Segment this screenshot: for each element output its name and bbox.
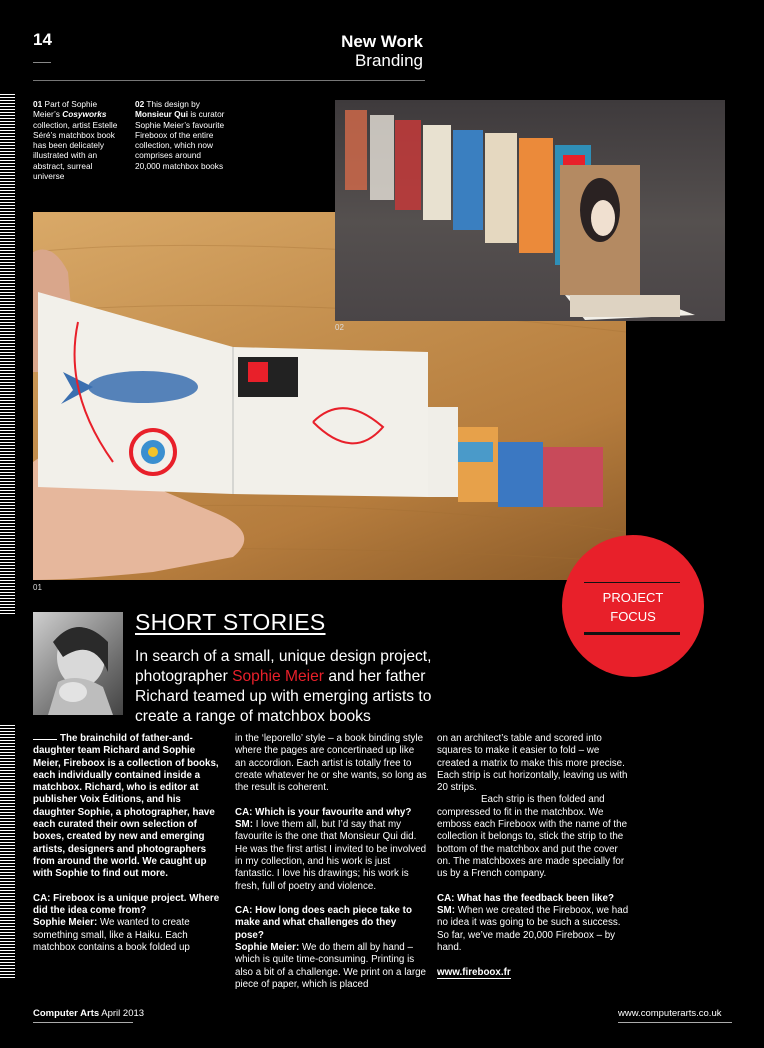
matchbox-books-row	[335, 100, 725, 321]
standfirst-text: In search of a small, unique design project, photographer	[135, 648, 432, 685]
footer-rule	[33, 1022, 133, 1023]
question-4: CA: What has the feedback been like?	[437, 892, 614, 904]
caption-text: This design by	[144, 99, 200, 109]
answer-lead: SM:	[235, 819, 253, 831]
column-2	[235, 733, 427, 991]
badge-rule	[584, 632, 680, 635]
answer-lead: Sophie Meier:	[235, 942, 300, 954]
answer-lead: SM:	[437, 905, 455, 917]
article-title: SHORT STORIES	[135, 609, 326, 635]
badge-rule	[584, 582, 680, 583]
badge-line: FOCUS	[610, 609, 656, 624]
caption-text: Part of Sophie Meier’s	[33, 99, 98, 120]
project-focus-badge	[562, 535, 704, 677]
page-number: 14	[33, 30, 52, 49]
badge-line: PROJECT	[602, 590, 664, 605]
answer-text: We wanted to create something small, like a Haiku. Each matchbox contains a book folded up	[33, 917, 190, 954]
answer-3-continued: on an architect’s table and scored into squares to make it easier to fold – we created a matrix to make this more precise. Each strip is cut horizontally, leaving us with 20 strips. Each strip is then folded and compressed to fit in the matchbox. We emboss each Fireboox with the name of the collection it belongs to, stick the strip to the bottom of the matchbox and put the cover on. The matchboxes are made specially for us by a French company.	[437, 733, 628, 880]
section-title: New Work	[341, 32, 423, 51]
question-2: CA: Which is your favourite and why?	[235, 806, 412, 818]
answer-text: When we created the Fireboox, we had no idea it was going to be such a success. So far, we’ve made 20,000 Fireboox – by hand.	[437, 905, 629, 954]
answer-lead: Sophie Meier:	[33, 917, 98, 929]
answer-1	[33, 917, 225, 954]
divider	[33, 62, 51, 63]
question-1	[33, 893, 225, 918]
column-3	[437, 733, 629, 979]
caption-emphasis: Monsieur Qui	[135, 109, 189, 120]
portrait-photo	[33, 612, 123, 715]
section-header	[341, 32, 423, 70]
intro-paragraph: The brainchild of father-and-daughter team Richard and Sophie Meier, Fireboox is a collection of books, each individually contained inside a matchbox. Richard, who is editor at publisher Voix Éditions, and his daughter Sophie, a photographer, have each curated their own selection of boxes, created by new and emerging artists, designers and photographers from around the world. We caught up with Sophie to find out more.	[33, 733, 219, 880]
answer-2	[235, 819, 427, 893]
caption-text: collection, artist Estelle Séré’s matchbox book has been delicately illustrated with an abstract, surreal universe	[33, 119, 118, 182]
footer-rule	[618, 1022, 732, 1023]
footer-magazine: Computer Arts	[33, 1008, 100, 1019]
photo-label-02: 02	[335, 323, 344, 332]
footer-url[interactable]: www.computerarts.co.uk	[618, 1008, 722, 1019]
answer-1-continued: in the ‘leporello’ style – a book binding style where the pages are concertinaed up like an accordion. Each artist is totally free to create whatever he or she wants, so long as the result is coherent.	[235, 733, 427, 794]
photo-label-01: 01	[33, 583, 42, 592]
badge-text	[562, 588, 704, 626]
footer-publication	[33, 1008, 144, 1019]
caption-number: 02	[135, 99, 145, 109]
standfirst	[135, 647, 435, 727]
standfirst-text: and her father Richard teamed up with emerging artists to create a range of matchbox books	[135, 668, 432, 725]
answer-4	[437, 905, 629, 954]
website-link[interactable]: www.fireboox.fr	[437, 966, 511, 978]
edge-stripes	[0, 725, 15, 980]
answer-text: I love them all, but I’d say that my favourite is the one that Monsieur Qui did. He was the first artist I invited to be involved in my collection, and his work is just fantastic. I love his drawings; his work is fresh, full of poetry and violence.	[235, 819, 427, 892]
column-1	[33, 733, 225, 954]
answer-text: We do them all by hand – which is quite time-consuming. Printing is also a bit of a challenge. We print on a large piece of paper, which is placed	[235, 942, 426, 990]
answer-text: Each strip is then folded and compressed to fit in the matchbox. We emboss each Fireboox with the name of the collection it belongs to, stick the strip to the bottom of the matchbox and put the cover on. The matchboxes are made specially for us by a French company.	[437, 794, 628, 880]
edge-stripes	[0, 94, 15, 614]
caption-text: is curator Sophie Meier’s favourite Fireboox of the entire collection, which now comprises around 20,000 matchbox books	[135, 109, 225, 171]
question-text: CA: Fireboox is a unique project. Where did the idea come from?	[33, 892, 220, 917]
footer-issue: April 2013	[99, 1008, 145, 1019]
answer-3	[235, 942, 427, 991]
caption-01	[33, 99, 123, 181]
section-subtitle: Branding	[354, 51, 423, 70]
caption-02	[135, 99, 225, 171]
caption-emphasis: Cosyworks	[62, 109, 107, 120]
photo-02	[335, 100, 725, 321]
question-3: CA: How long does each piece take to make and what challenges do they pose?	[235, 905, 412, 941]
caption-number: 01	[33, 99, 43, 109]
portrait-figure	[33, 612, 123, 715]
standfirst-name: Sophie Meier	[232, 668, 324, 685]
divider	[33, 80, 425, 81]
